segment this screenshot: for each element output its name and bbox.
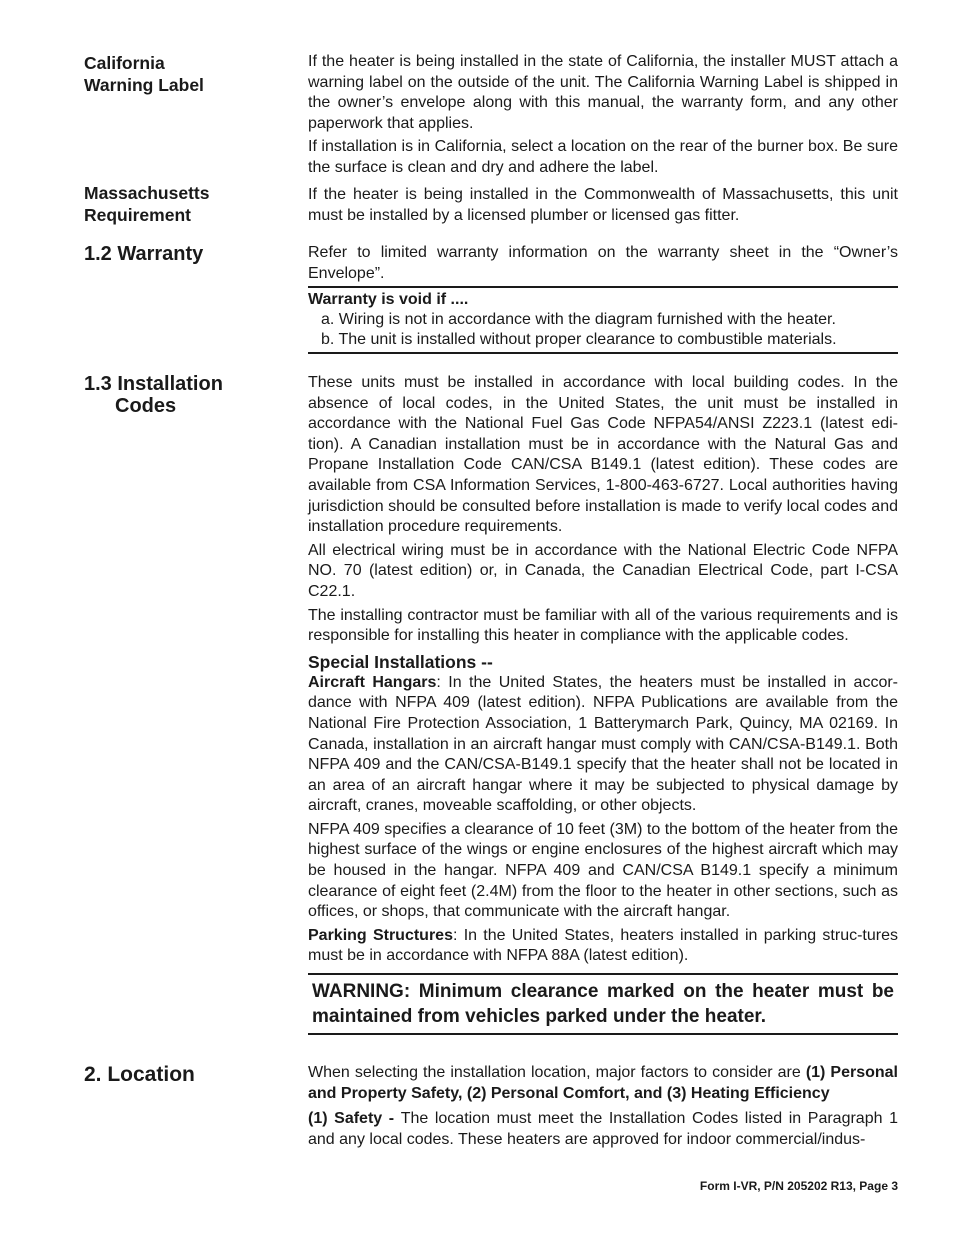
- codes-heading-line2: Codes: [115, 395, 177, 417]
- california-heading-line2: Warning Label: [84, 75, 204, 95]
- vehicle-clearance-warning: WARNING: Minimum clearance marked on the heater must be maintained from vehicles parked under the heater.: [308, 973, 898, 1035]
- massachusetts-heading: [84, 182, 284, 226]
- california-heading-line1: California: [84, 53, 165, 73]
- codes-body: [308, 373, 898, 1035]
- codes-heading-line1: 1.3 Installation: [84, 373, 223, 395]
- location-safety-paragraph: [308, 1109, 898, 1150]
- location-intro-text: When selecting the installation location, major factors to consider are: [308, 1064, 806, 1081]
- massachusetts-heading-line1: Massachusetts: [84, 183, 210, 203]
- massachusetts-paragraph-1: If the heater is being installed in the Commonwealth of Massachusetts, this unit must be installed by a licensed plumber or licensed gas fitter.: [308, 186, 898, 224]
- aircraft-hangars-text: : In the United States, the heaters must be installed in accor-dance with NFPA 409 (latest edition). NFPA Publications are available from the National Fire Protection Association, 1 Batterymarch Park, Quincy, MA 02169. In Canada, installation in an aircraft hangar must comply with CAN/CSA-B149.1. Both NFPA 409 and the CAN/CSA-B149.1 specify that the heater shall not be located in an area of an aircraft hangar where it may be subjected to physical damage by aircraft, cranes, moveable scaffolding, or other objects.: [308, 673, 899, 815]
- california-heading: [84, 52, 284, 96]
- location-safety-text: The location must meet the Installation Codes listed in Paragraph 1 and any local codes. These heaters are approved for indoor commercial/indus-: [308, 1110, 898, 1148]
- codes-paragraph-2: All electrical wiring must be in accordance with the National Electric Code NFPA NO. 70 (latest edition) or, in Canada, the Canadian Electrical Code, part I-CSA C22.1.: [308, 541, 898, 600]
- warranty-heading: 1.2 Warranty: [84, 243, 204, 265]
- warranty-body: [308, 243, 898, 354]
- massachusetts-heading-line2: Requirement: [84, 205, 191, 225]
- parking-structures-label: Parking Structures: [308, 926, 453, 944]
- location-safety-label: (1) Safety -: [308, 1110, 401, 1128]
- california-body: [308, 52, 898, 182]
- codes-paragraph-1: These units must be installed in accordance with local building codes. In the absence of local codes, in the United States, the unit must be installed in accordance with the National Fuel Gas Code NFPA54/ANSI Z223.1 (latest edi-tion). A Canadian installation must be in accordance with the Natural Gas and Propane Installation Code CAN/CSA B149.1 (latest edition). These codes are available from CSA Information Services, 1-800-463-6727. Local authorities having jurisdiction should be consulted before installation is made to verify local codes and installation procedure requirements.: [308, 374, 898, 536]
- aircraft-hangars-paragraph: [308, 673, 898, 817]
- massachusetts-body: [308, 185, 898, 229]
- codes-paragraph-3: The installing contractor must be familiar with all of the various requirements and is responsible for installing this heater in compliance with the applicable codes.: [308, 606, 898, 645]
- special-installations-heading: Special Installations --: [308, 651, 493, 672]
- location-intro-bold: (1) Personal and Property Safety, (2) Personal Comfort, and (3) Heating Efficiency: [308, 1064, 898, 1102]
- warranty-void-box: [308, 286, 898, 354]
- california-paragraph-2: If installation is in California, select a location on the rear of the burner box. Be sure the surface is clean and dry and adhere the label.: [308, 138, 898, 176]
- nfpa-clearance-paragraph: NFPA 409 specifies a clearance of 10 feet (3M) to the bottom of the heater from the highest surface of the wings or engine enclosures of the highest aircraft which may be housed in the hangar. NFPA 409 and CAN/CSA B149.1 specify a minimum clearance of eight feet (2.4M) from the floor to the heater in other sections, such as offices, or shops, that communicate with the aircraft hangar.: [308, 820, 898, 921]
- warranty-void-heading: Warranty is void if ....: [308, 291, 469, 309]
- warranty-void-item-a: a. Wiring is not in accordance with the diagram furnished with the heater.: [321, 311, 836, 329]
- california-paragraph-1: If the heater is being installed in the state of California, the installer MUST attach a warning label on the outside of the unit. The California Warning Label is shipped in the owner’s envelope along with this manual, the warranty form, and any other paperwork that applies.: [308, 53, 898, 132]
- page-footer: Form I-VR, P/N 205202 R13, Page 3: [699, 1179, 898, 1193]
- warranty-paragraph-1: Refer to limited warranty information on the warranty sheet in the “Owner’s Envelope”.: [308, 244, 898, 282]
- location-heading: 2. Location: [84, 1063, 195, 1086]
- warranty-void-item-b: b. The unit is installed without proper clearance to combustible materials.: [321, 331, 837, 349]
- location-intro-paragraph: [308, 1063, 898, 1104]
- aircraft-hangars-label: Aircraft Hangars: [308, 673, 437, 691]
- parking-structures-text: : In the United States, heaters installed in parking struc-tures must be in accordance with NFPA 88A (latest edition).: [308, 926, 899, 965]
- location-body: [308, 1063, 898, 1153]
- codes-heading: [84, 373, 284, 417]
- parking-structures-paragraph: [308, 926, 898, 967]
